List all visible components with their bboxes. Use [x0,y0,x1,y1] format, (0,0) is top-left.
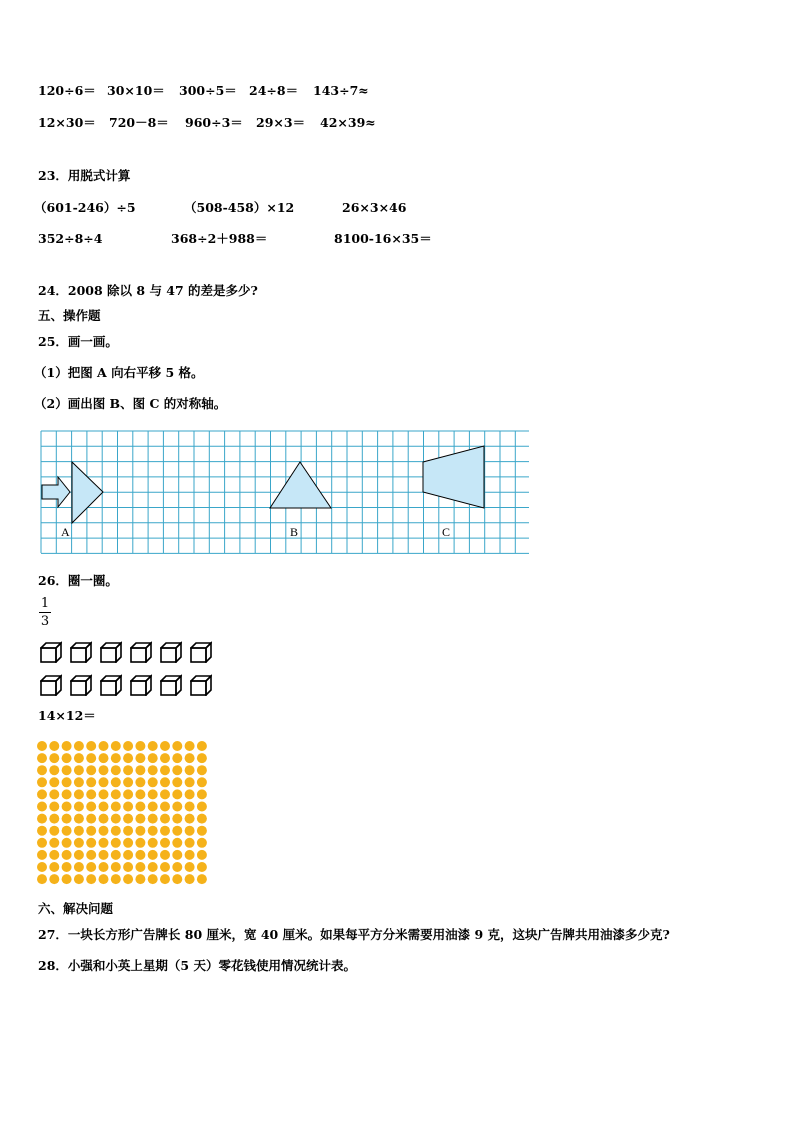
dot [172,765,182,775]
q27-text: 27．一块长方形广告牌长 80 厘米，宽 40 厘米。如果每平方分米需要用油漆 9 克，这块广告牌共用油漆多少克? [38,927,670,942]
calc-item: 26×3×46 [342,200,407,215]
oral-item: 960÷3＝ [185,115,243,130]
dot [197,765,207,775]
dot [37,777,47,787]
dot [37,826,47,836]
dot [99,814,109,824]
q28-text: 28．小强和小英上星期（5 天）零花钱使用情况统计表。 [38,958,356,973]
dot [37,789,47,799]
dot [135,765,145,775]
shape-b [270,462,331,508]
dot [135,814,145,824]
dot [135,826,145,836]
oral-item: 42×39≈ [320,115,376,130]
dot [37,862,47,872]
dot [99,741,109,751]
cube-row [40,641,220,674]
cube-icon [70,641,92,667]
dot [99,765,109,775]
dot [123,838,133,848]
dot [62,802,72,812]
label-b: B [290,525,299,539]
dot [86,802,96,812]
dot [172,826,182,836]
dot [49,753,59,763]
dot [185,765,195,775]
dot [185,753,195,763]
dot [49,850,59,860]
dot [172,753,182,763]
dot [172,838,182,848]
dot [62,874,72,884]
dot [148,753,158,763]
dot [185,814,195,824]
dot [99,850,109,860]
dot [123,777,133,787]
dot [37,874,47,884]
q24-text: 24．2008 除以 8 与 47 的差是多少? [38,283,258,298]
dot [185,777,195,787]
q25-title: 25．画一画。 [38,334,118,349]
dot [49,765,59,775]
dot [62,814,72,824]
dot [74,850,84,860]
dot [148,765,158,775]
dot [148,814,158,824]
dot [86,765,96,775]
dot [49,777,59,787]
dot [62,862,72,872]
dot [148,874,158,884]
dot [172,777,182,787]
dot [148,838,158,848]
dot [197,789,207,799]
dot [172,802,182,812]
dot [135,741,145,751]
dot [160,874,170,884]
grid-figure [40,430,530,558]
dot [74,862,84,872]
oral-item: 143÷7≈ [313,83,369,98]
dot [99,838,109,848]
dot [62,838,72,848]
dot [148,862,158,872]
dot [111,826,121,836]
dot [86,862,96,872]
dot [99,789,109,799]
dot [111,753,121,763]
dot [185,862,195,872]
dot [123,753,133,763]
cube-icon [130,641,152,667]
dot [172,862,182,872]
dot [197,874,207,884]
dot [197,753,207,763]
dot [160,814,170,824]
cube-icon [40,674,62,700]
fraction-numerator: 1 [40,596,50,611]
calc-item: 8100-16×35＝ [334,231,432,246]
dot [74,826,84,836]
label-c: C [442,525,451,539]
dot [172,789,182,799]
dot [197,850,207,860]
dot [172,741,182,751]
q26-expression: 14×12＝ [38,708,96,723]
dot [37,753,47,763]
dot [123,802,133,812]
dot [37,802,47,812]
dot [99,826,109,836]
dot [160,862,170,872]
dot [172,814,182,824]
calc-item: 352÷8÷4 [38,231,103,246]
dot [135,850,145,860]
dot [111,765,121,775]
dot [160,826,170,836]
dot [37,741,47,751]
cube-icon [160,641,182,667]
oral-item: 300÷5＝ [179,83,237,98]
q23-title: 23．用脱式计算 [38,168,131,183]
shape-c [423,446,484,508]
dot [197,814,207,824]
dot [111,777,121,787]
dot [135,789,145,799]
dot [111,789,121,799]
dot [148,741,158,751]
dot [148,777,158,787]
dot [135,862,145,872]
dot [197,838,207,848]
dot [49,741,59,751]
dot [111,814,121,824]
q25-part-1: （1）把图 A 向右平移 5 格。 [34,365,204,380]
dot [49,826,59,836]
dot [160,802,170,812]
calc-item: 368÷2＋988＝ [171,231,268,246]
calc-item: （508-458）×12 [184,200,295,215]
dot [197,826,207,836]
dot [62,777,72,787]
dot [62,741,72,751]
dot [111,862,121,872]
label-a: A [61,525,70,539]
dot [74,814,84,824]
dot [111,802,121,812]
dot [49,874,59,884]
dot [160,753,170,763]
cube-icon [40,641,62,667]
dot [99,753,109,763]
dot [111,838,121,848]
q25-part-2: （2）画出图 B、图 C 的对称轴。 [34,396,227,411]
section-5-heading: 五、操作题 [38,308,101,323]
dot-array [36,740,216,894]
dot [185,741,195,751]
cube-icon [70,674,92,700]
dot [86,789,96,799]
dot [111,874,121,884]
dot [62,850,72,860]
dot [160,741,170,751]
dot [148,802,158,812]
dot [197,777,207,787]
dot [86,826,96,836]
dot [74,802,84,812]
dot [86,741,96,751]
dot [86,777,96,787]
dot [160,789,170,799]
dot [197,741,207,751]
dot [197,862,207,872]
dot [160,777,170,787]
fraction-denominator: 3 [40,614,50,629]
dot [185,802,195,812]
dot [135,874,145,884]
dot [37,814,47,824]
cube-row [40,674,220,707]
fraction-one-third [39,596,51,629]
dot [74,789,84,799]
dot [86,753,96,763]
dot [123,789,133,799]
cube-icon [100,641,122,667]
cube-icon [100,674,122,700]
dot [123,826,133,836]
dot [185,789,195,799]
dot [185,850,195,860]
dot [172,874,182,884]
dot [74,838,84,848]
oral-item: 120÷6＝ [38,83,96,98]
dot [99,802,109,812]
dot [99,874,109,884]
oral-item: 720－8＝ [109,115,169,130]
calc-item: （601-246）÷5 [34,200,136,215]
dot [37,765,47,775]
dot [49,814,59,824]
dot [62,826,72,836]
shape-a [72,462,103,523]
oral-item: 24÷8＝ [249,83,299,98]
fraction-bar [39,612,51,613]
cube-icon [190,674,212,700]
dot [123,814,133,824]
dot [123,741,133,751]
dot [135,777,145,787]
dot [74,777,84,787]
dot [197,802,207,812]
dot [37,838,47,848]
dot [111,850,121,860]
dot [86,874,96,884]
dot [99,862,109,872]
dot [135,753,145,763]
dot [185,874,195,884]
dot [49,862,59,872]
dot [74,874,84,884]
dot [185,838,195,848]
oral-item: 29×3＝ [256,115,306,130]
dot [86,814,96,824]
dot [160,850,170,860]
oral-item: 30×10＝ [107,83,165,98]
dot [86,850,96,860]
dot [135,838,145,848]
dot [62,753,72,763]
dot [148,789,158,799]
oral-item: 12×30＝ [38,115,96,130]
dot [49,789,59,799]
dot [160,838,170,848]
dot [123,874,133,884]
dot [62,789,72,799]
dot [49,802,59,812]
dot [62,765,72,775]
dot [86,838,96,848]
dot [74,741,84,751]
dot [99,777,109,787]
dot [148,850,158,860]
q26-title: 26．圈一圈。 [38,573,118,588]
cube-icon [130,674,152,700]
dot [74,765,84,775]
dot [123,765,133,775]
dot [160,765,170,775]
dot [123,850,133,860]
dot [185,826,195,836]
cube-icon [160,674,182,700]
dot [74,753,84,763]
dot [123,862,133,872]
dot [49,838,59,848]
dot [111,741,121,751]
dot [148,826,158,836]
dot [135,802,145,812]
cube-icon [190,641,212,667]
dot [172,850,182,860]
section-6-heading: 六、解决问题 [38,901,114,916]
cube-group [40,641,220,707]
dot [37,850,47,860]
